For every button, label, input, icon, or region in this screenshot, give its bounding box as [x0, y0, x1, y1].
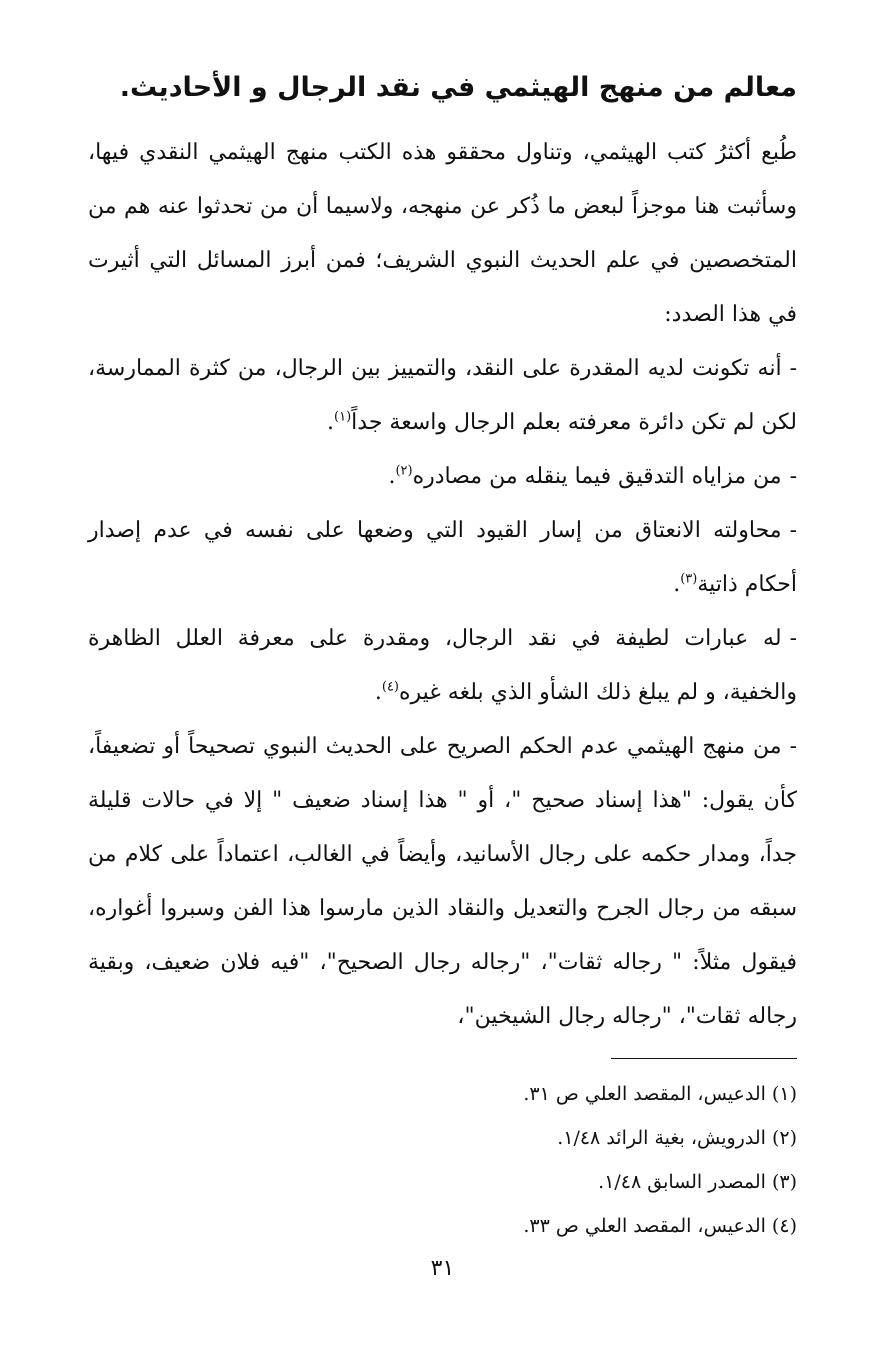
- bullet-text: من مزاياه التدقيق فيما ينقله من مصادره: [412, 464, 782, 489]
- bullet-item: [88, 720, 797, 1044]
- bullet-item: -من مزاياه التدقيق فيما ينقله من مصادره$^{(٢)}$.: [388, 463, 797, 489]
- bullet-dash: -: [789, 734, 797, 759]
- footnotes-list: [88, 1072, 797, 1248]
- footnote-item: (٤) الدعيس، المقصد العلي ص ٣٣.: [523, 1215, 797, 1237]
- bullet-text: من منهج الهيثمي عدم الحكم الصريح على الحديث النبوي تصحيحاً أو تضعيفاً، كأن يقول: "هذا إسناد صحيح "، أو " هذا إسناد ضعيف " إلا في حالات قليلة جداً، ومدار حكمه على رجال الأسانيد، وأيضاً في الغالب، اعتماداً على كلام من سبقه من رجال الجرح والتعديل والنقاد الذين مارسوا هذا الفن وسبروا أغواره، فيقول مثلاً: " رجاله ثقات"، "رجاله رجال الصحيح"، "فيه فلان ضعيف، وبقية رجاله ثقات"، "رجاله رجال الشيخين"،: [88, 734, 797, 1029]
- footnote-ref[interactable]: (٤): [381, 679, 399, 695]
- intro-paragraph: طُبع أكثرُ كتب الهيثمي، وتناول محققو هذه الكتب منهج الهيثمي النقدي فيها، وسأثبت هنا موجزاً لبعض ما ذُكر عن منهجه، ولاسيما أن من تحدثوا عنه هم من المتخصصين في علم الحديث النبوي الشريف؛ فمن أبرز المسائل التي أثيرت في هذا الصدد:: [88, 140, 797, 327]
- bullet-dash: -: [789, 464, 797, 489]
- footnote-item: (٣) المصدر السابق ١/٤٨.: [598, 1171, 797, 1193]
- footnote-ref[interactable]: (٣): [680, 571, 698, 587]
- footnote-ref[interactable]: (١): [334, 409, 352, 425]
- page-number: ٣١: [430, 1256, 455, 1281]
- footnote-ref[interactable]: (٢): [395, 463, 413, 479]
- bullet-text: أنه تكونت لديه المقدرة على النقد، والتمييز بين الرجال، من كثرة الممارسة، لكن لم تكن دائرة معرفته بعلم الرجال واسعة جداً: [88, 356, 797, 435]
- bullet-item: -له عبارات لطيفة في نقد الرجال، ومقدرة على معرفة العلل الظاهرة والخفية، و لم يبلغ ذلك الشأو الذي بلغه غيره$^{(٤)}$.: [88, 626, 797, 705]
- footnote-separator: [611, 1058, 797, 1059]
- bullet-dash: -: [789, 626, 797, 651]
- bullet-item: -أنه تكونت لديه المقدرة على النقد، والتمييز بين الرجال، من كثرة الممارسة، لكن لم تكن دائرة معرفته بعلم الرجال واسعة جداً$^{(١)}$.: [88, 356, 797, 435]
- bullet-text: محاولته الانعتاق من إسار القيود التي وضعها على نفسه في عدم إصدار أحكام ذاتية: [88, 518, 797, 597]
- footnote-item: (١) الدعيس، المقصد العلي ص ٣١.: [523, 1083, 797, 1105]
- body-text: [88, 126, 797, 1044]
- bullet-text: له عبارات لطيفة في نقد الرجال، ومقدرة على معرفة العلل الظاهرة والخفية، و لم يبلغ ذلك الشأو الذي بلغه غيره: [88, 626, 797, 705]
- footnote-item: (٢) الدرويش، بغية الرائد ١/٤٨.: [557, 1127, 797, 1149]
- page-title: معالم من منهج الهيثمي في نقد الرجال و الأحاديث.: [119, 72, 797, 103]
- bullet-dash: -: [789, 518, 797, 543]
- bullet-dash: -: [789, 356, 797, 381]
- bullet-item: -محاولته الانعتاق من إسار القيود التي وضعها على نفسه في عدم إصدار أحكام ذاتية$^{(٣)}$.: [88, 518, 797, 597]
